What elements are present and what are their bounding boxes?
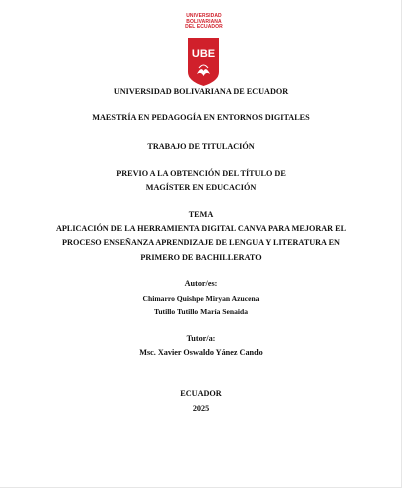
theme-line-3: PRIMERO DE BACHILLERATO <box>140 253 262 262</box>
author-1: Chimarro Quishpe Miryan Azucena <box>142 294 260 303</box>
logo-text-line3: DEL ECUADOR <box>185 24 223 30</box>
tutor-name: Msc. Xavier Oswaldo Yánez Cando <box>139 348 263 357</box>
theme-line-1: APLICACIÓN DE LA HERRAMIENTA DIGITAL CANVA PARA MEJORAR EL <box>55 224 347 233</box>
theme-label: TEMA <box>188 210 214 219</box>
author-2: Tutillo Tutillo María Senaida <box>153 307 249 316</box>
degree-line-2: MAGÍSTER EN EDUCACIÓN <box>145 183 257 192</box>
year: 2025 <box>192 404 210 413</box>
logo-text-line1: UNIVERSIDAD <box>186 13 222 19</box>
university-logo <box>176 14 232 84</box>
tutor-label: Tutor/a: <box>186 334 216 343</box>
theme-line-2: PROCESO ENSEÑANZA APRENDIZAJE DE LENGUA Y LITERATURA EN <box>62 238 340 247</box>
authors-label: Autor/es: <box>184 279 218 288</box>
work-type: TRABAJO DE TITULACIÓN <box>147 142 255 151</box>
country: ECUADOR <box>180 389 222 398</box>
degree-line-1: PREVIO A LA OBTENCIÓN DEL TÍTULO DE <box>116 169 286 178</box>
ube-shield-icon <box>188 38 219 86</box>
logo-text-line2: BOLIVARIANA <box>186 18 222 25</box>
logo-acronym: UBE <box>191 48 216 60</box>
university-name: UNIVERSIDAD BOLIVARIANA DE ECUADOR <box>113 87 289 96</box>
program-name: MAESTRÍA EN PEDAGOGÍA EN ENTORNOS DIGITALES <box>92 113 310 122</box>
